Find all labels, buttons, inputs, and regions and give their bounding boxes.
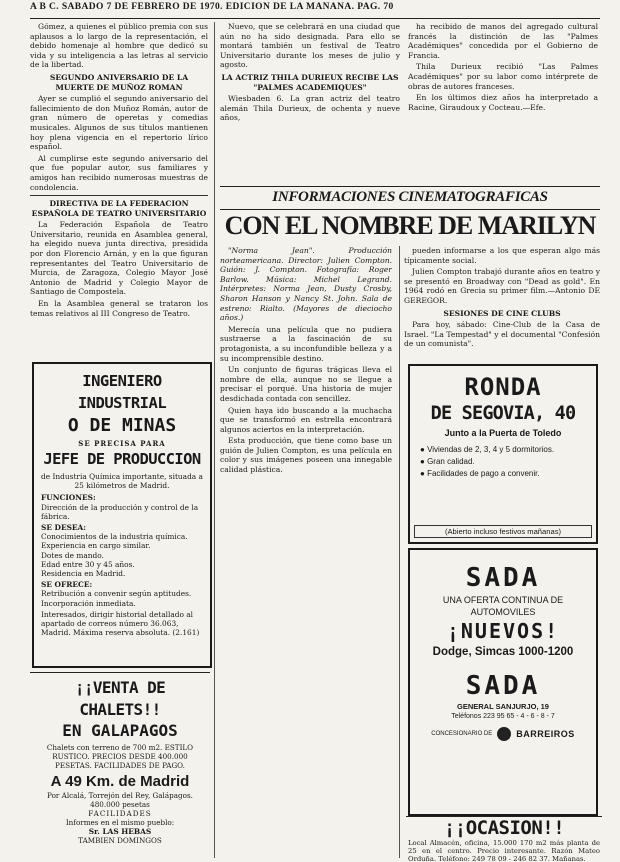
article-text: pueden informarse a los que esperan algo más típicamente social. [404,246,600,265]
chalets-distance: A 49 Km. de Madrid [50,773,190,790]
funcion-item: Dirección de la producción y control de la fábrica. [41,502,199,521]
barreiros-brand: BARREIROS [516,729,575,739]
article-text: En los últimos diez años ha interpretado a Racine, Giraudoux y Cocteau.—Efe. [408,93,598,112]
requirement-item: Residencia en Madrid. [41,569,126,579]
chalets-title: ¡¡VENTA DE CHALETS!! [74,678,166,719]
sada-ad [408,548,598,816]
sada-subtitle: UNA OFERTA CONTINUA DE AUTOMOVILES [442,595,564,617]
article-text: Merecía una película que no pudiera sustraerse a la fascinación de su protagonista, a su inconfundible belleza y a su incomprensible destino. [220,324,392,363]
bullet-icon: ● [420,445,428,454]
article-text: Wiesbaden 6. La gran actriz del teatro alemán Thila Durieux, de ochenta y nueve años, [220,94,400,123]
job-ad-subtitle: SE PRECISA PARA [78,439,166,448]
heading-thila-durieux: LA ACTRIZ THILA DURIEUX RECIBE LAS "PALMES ACADEMIQUES" [221,72,399,92]
bullet-icon: ● [420,457,428,466]
requirement-item: Dotes de mando. [41,550,104,560]
ronda-ad [408,364,598,544]
ronda-benefit: ● Viviendas de 2, 3, 4 y 5 dormitorios. [420,445,555,454]
sada-models: Dodge, Simcas 1000-1200 [432,646,574,658]
article-text: Thila Durieux recibió "Las Palmes Académiques" por su labor como intérprete de obras de autores franceses. [408,62,598,91]
barreiros-logo-icon [497,727,511,741]
chalets-description: Chalets con terreno de 700 m2. ESTILO RUSTICO. PRECIOS DESDE 400.000 PESETAS. FACILIDADES DE PAGO. [46,743,194,770]
concesionario-label: CONCESIONARIO DE [431,731,493,737]
heading-munoz-roman: SEGUNDO ANIVERSARIO DE LA MUERTE DE MUÑOZ ROMAN [49,72,189,92]
requirement-item: Edad entre 30 y 45 años. [41,559,135,569]
chalets-info: Informes en el mismo pueblo: [65,818,175,827]
chalets-domingos: TAMBIEN DOMINGOS [78,836,162,845]
article-text: Para hoy, sábado: Cine-Club de la Casa de Israel. "La Tempestad" y el documental "Confesión de un comunista". [404,320,600,349]
ronda-benefit: ● Gran calidad. [420,457,475,466]
offer-item: Retribución a convenir según aptitudes. [41,589,192,599]
cinema-headline: CON EL NOMBRE DE MARILYN [224,211,596,240]
ronda-footer: (Abierto incluso festivos mañanas) [414,525,592,538]
article-text: La Federación Española de Teatro Universitario, reunida en Asamblea general, ha elegido nueva junta directiva, presidida por don Florencio Arnán, y en la que figuran representantes del Teatro Universitario de Murcia, de Zaragoza, Colegio Mayor José Antonio de Madrid y Colegio Mayor de Santiago de Compostela. [30,220,208,297]
job-ad-description: de Industria Química importante, situada a 25 kilómetros de Madrid. [41,472,203,491]
chalets-facilidades: FACILIDADES [88,809,152,818]
funciones-label: FUNCIONES: [41,493,96,503]
article-text: Un conjunto de figuras trágicas lleva el nombre de ella, aunque no se llegue a precisar el porqué. Una historia de mujer desdichada contada con sencillez. [220,365,392,403]
chalets-contact: Sr. LAS HEBAS [88,827,152,836]
sada-address: GENERAL SANJURJO, 19 [457,702,549,711]
ocasion-title: ¡¡OCASION!! [443,817,565,839]
sada-nuevos: ¡NUEVOS! [446,619,560,643]
heading-cine-clubs: SESIONES DE CINE CLUBS [443,308,561,318]
article-text: Nuevo, que se celebrará en una ciudad que aún no ha sido designada. Para ello se montará también un festival de Teatro Universitario durante los meses de julio y agosto. [220,22,400,70]
ronda-title: RONDA [464,373,542,401]
cinema-review [220,246,392,846]
article-text: Esta producción, que tiene como base un guión de Julien Compton, es una película en color y sus imágenes poseen una innegable calidad plástica. [220,436,392,475]
page-header: A B C. SABADO 7 DE FEBRERO DE 1970. EDICION DE LA MAÑANA. PAG. 70 [30,2,600,19]
intro-text: Gómez, a quienes el público premia con sus aplausos a lo largo de la representación, el debido homenaje al hombre que dedicó su vida y su inteligencia a las letras al servicio de la libertad. [30,22,208,70]
article-text: En la Asamblea general se trataron los temas relativos al III Congreso de Teatro. [30,299,208,318]
job-ad-title-3: JEFE DE PRODUCCION [43,450,201,468]
sada-phones: Teléfonos 223 95 65 - 4 - 6 - 8 - 7 [451,713,555,720]
ronda-location: Junto a la Puerta de Toledo [444,428,562,438]
sada-concesionario [410,727,596,741]
ocasion-text: Local Almacén, oficina, 15.000 170 m2 más planta de 25 en el centro. Precio interesante. Razón Mateo Orduña. Teléfono: 249 78 09 - 246 82 37. Mañanas. [408,839,600,862]
se-ofrece-label: SE OFRECE: [41,580,93,590]
chalets-route: Por Alcalá, Torrejón del Rey, Galápagos. [47,791,193,800]
column-3 [408,22,598,182]
column-5 [404,246,600,356]
ronda-benefit: ● Facilidades de pago a convenir. [420,469,540,478]
sada-title-2: SADA [465,671,541,701]
cinema-banner [220,186,600,210]
requirement-item: Experiencia en cargo similar. [41,541,151,551]
ronda-address: DE SEGOVIA, 40 [430,403,576,424]
job-ad-contact: Interesados, dirigir historial detallado al apartado de correos número 36.063, Madrid. Máxima reserva absoluta. (2.161) [41,609,200,638]
column-rule [399,246,400,858]
requirement-item: Conocimientos de la industria química. [41,532,188,542]
divider [30,195,208,196]
heading-federacion: DIRECTIVA DE LA FEDERACION ESPAÑOLA DE TEATRO UNIVERSITARIO [31,199,207,218]
sada-title: SADA [465,563,541,593]
job-ad-title-2: O DE MINAS [67,415,177,436]
bullet-icon: ● [420,469,428,478]
se-desea-label: SE DESEA: [41,523,87,533]
article-text: Al cumplirse este segundo aniversario del que fue popular autor, sus familiares y amigos han recibido numerosas muestras de condolencia. [30,153,208,192]
cinema-banner-text: INFORMACIONES CINEMATOGRAFICAS [272,189,548,205]
column-rule [214,22,215,858]
column-1 [30,22,208,362]
article-text: Julien Compton trabajó durante años en teatro y se presentó en Broadway con "Dead as gold". En 1964 rodó en Grecia su primer film.—Antonio DE GEREGOR. [404,267,600,305]
article-text: ha recibido de manos del agregado cultural francés la distinción de las "Palmes Académiques" concedida por el Gobierno de Francia. [408,22,598,60]
offer-item: Incorporación inmediata. [41,598,136,608]
film-credits: "Norma Jean". Producción norteamericana. Director: Julien Compton. Guión: J. Compton. Fotografía: Roger Barlow. Música: Michel Legrand. Intérpretes: Norma Jean, Dusty Crosby, Sharon Hanson y Nancy St. John. Sala de estreno: Rialto. (Mayores de dieciocho años.) [220,246,392,323]
chalets-ad [30,672,210,858]
column-2 [220,22,400,182]
article-text: Ayer se cumplió el segundo aniversario del fallecimiento de don Muñoz Román, autor de gran número de operetas y comedias musicales. Algunos de sus títulos mantienen hoy plena vigencia en el repertorio lírico español. [30,94,208,152]
article-text: Quien haya ido buscando a la muchacha que se transformó en estrella encontrará algunos aciertos en la interpretación. [220,405,392,434]
chalets-price: 480.000 pesetas [90,800,150,809]
ocasion-ad [406,816,602,862]
job-ad-title-1: INGENIERO INDUSTRIAL [77,372,167,412]
job-ad [32,362,212,668]
chalets-location: EN GALAPAGOS [62,721,178,740]
